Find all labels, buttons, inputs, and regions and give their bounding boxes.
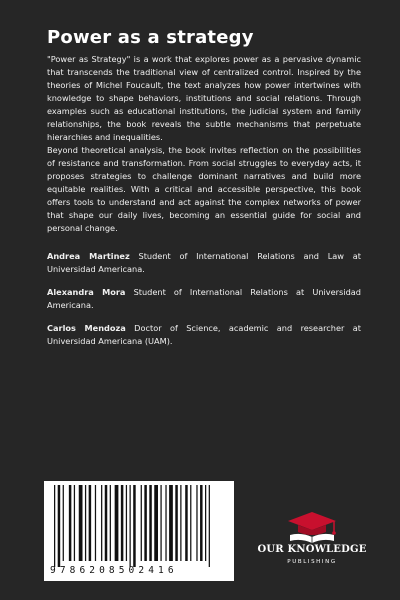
description-paragraph-1: "Power as Strategy" is a work that explores power as a pervasive dynamic that transcends the traditional view of centralized control. Inspired by the theories of Michel Foucault, the text analyzes how power intertwines with knowledge to shape behaviors, institutions and social relations. Through examples such as educational institutions, the judicial system and family relationships, the book reveals the subtle mechanisms that perpetuate hierarchies and inequalities. [47, 54, 361, 142]
author-bio-2 [47, 286, 361, 312]
author-bio-1 [47, 250, 361, 276]
publisher-logo [256, 510, 368, 570]
barcode-bars [44, 481, 234, 567]
author-description-3: Doctor of Science, academic and researcher at Universidad Americana (UAM). [47, 323, 361, 346]
publisher-name: OUR KNOWLEDGE [257, 544, 367, 555]
author-description-1: Student of International Relations and Law at Universidad Americana. [47, 251, 361, 274]
isbn-barcode [44, 481, 234, 581]
author-name-1: Andrea Martinez [47, 251, 130, 261]
isbn-number: 9786208502416 [50, 565, 178, 576]
book-title: Power as a strategy [47, 27, 254, 48]
author-bio-3 [47, 322, 361, 348]
book-description [47, 53, 361, 235]
publisher-subtitle: PUBLISHING [287, 559, 337, 565]
author-name-3: Carlos Mendoza [47, 323, 126, 333]
author-name-2: Alexandra Mora [47, 287, 126, 297]
description-paragraph-2: Beyond theoretical analysis, the book invites reflection on the possibilities of resistance and transformation. From social struggles to everyday acts, it proposes strategies to challenge dominant narratives and build more equitable realities. With a critical and accessible perspective, this book offers tools to understand and act against the complex networks of power that shape our daily lives, becoming an essential guide for social and personal change. [47, 145, 361, 233]
author-description-2: Student of International Relations at Universidad Americana. [47, 287, 361, 310]
graduation-cap-book-icon [256, 510, 368, 544]
